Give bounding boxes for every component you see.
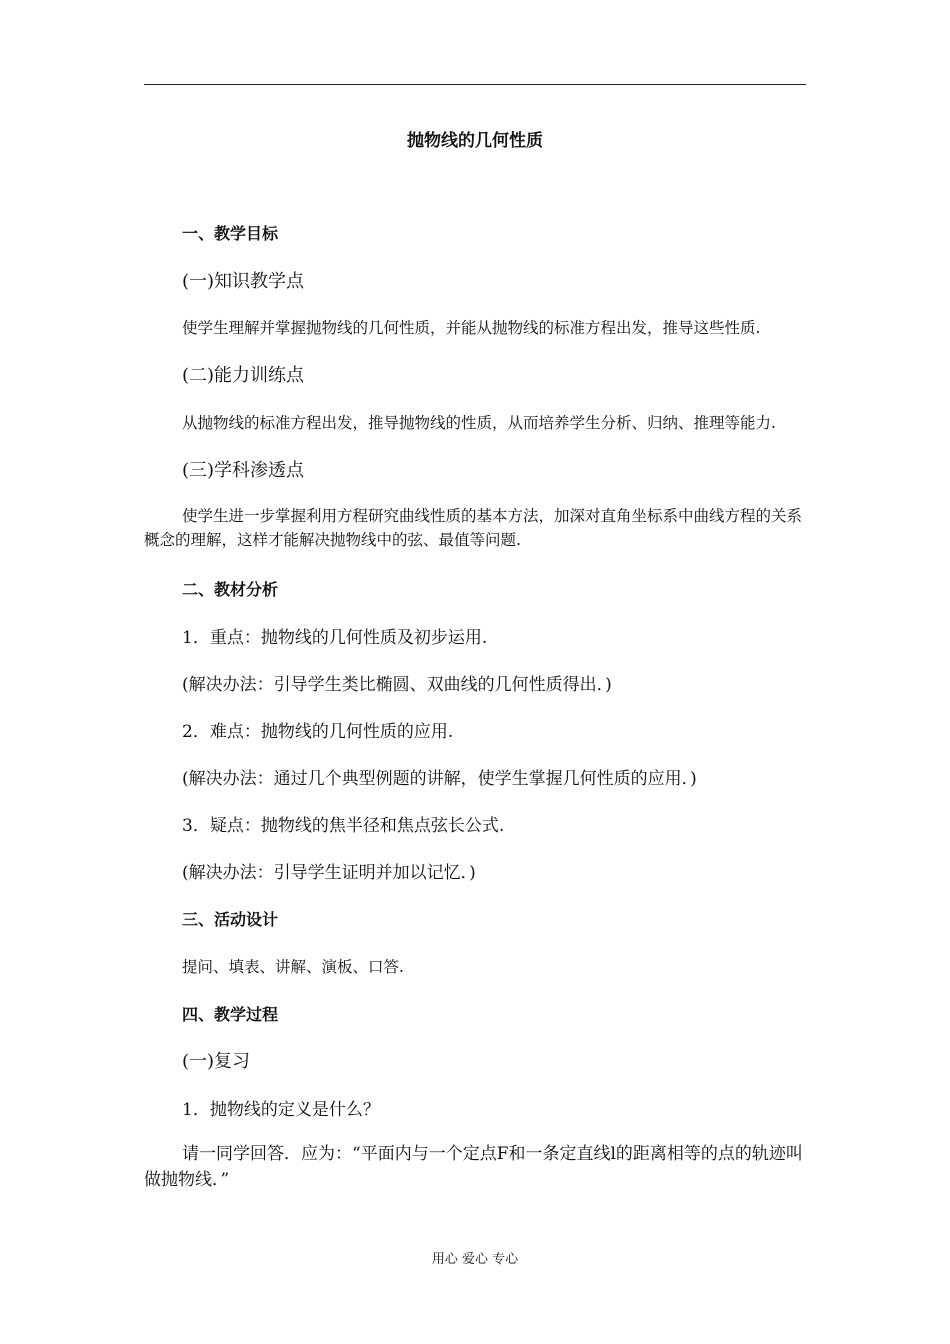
paragraph-review-answer: 请一同学回答．应为：“平面内与一个定点F和一条定直线l的距离相等的点的轨迹叫做抛物线．” bbox=[144, 1144, 803, 1190]
review-question: 1．抛物线的定义是什么？ bbox=[182, 1100, 380, 1120]
analysis-item-key-point: 1．重点：抛物线的几何性质及初步运用. bbox=[182, 628, 488, 648]
analysis-item-difficulty: 2．难点：抛物线的几何性质的应用. bbox=[182, 722, 454, 742]
section-heading-activities: 三、活动设计 bbox=[182, 910, 279, 929]
subheading-knowledge: (一)知识教学点 bbox=[182, 271, 305, 292]
paragraph-activities: 提问、填表、讲解、演板、口答. bbox=[182, 958, 404, 976]
section-heading-process: 四、教学过程 bbox=[182, 1005, 279, 1024]
section-heading-analysis: 二、教材分析 bbox=[182, 580, 279, 599]
subheading-review: (一)复习 bbox=[182, 1051, 251, 1072]
subheading-discipline: (三)学科渗透点 bbox=[182, 460, 305, 481]
subheading-ability: (二)能力训练点 bbox=[182, 365, 305, 386]
page-footer: 用心 爱心 专心 bbox=[431, 1252, 519, 1267]
analysis-item-doubt: 3．疑点：抛物线的焦半径和焦点弦长公式. bbox=[182, 816, 505, 836]
paragraph-knowledge: 使学生理解并掌握抛物线的几何性质，并能从抛物线的标准方程出发，推导这些性质. bbox=[182, 319, 761, 337]
page-title: 抛物线的几何性质 bbox=[407, 131, 543, 151]
paragraph-discipline: 使学生进一步掌握利用方程研究曲线性质的基本方法，加深对直角坐标系中曲线方程的关系概念的理解，这样才能解决抛物线中的弦、最值等问题. bbox=[144, 507, 803, 549]
analysis-note-key-point: (解决办法：引导学生类比椭圆、双曲线的几何性质得出．) bbox=[182, 675, 612, 695]
paragraph-ability: 从抛物线的标准方程出发，推导抛物线的性质，从而培养学生分析、归纳、推理等能力. bbox=[182, 414, 776, 432]
section-heading-goals: 一、教学目标 bbox=[182, 224, 279, 243]
analysis-note-difficulty: (解决办法：通过几个典型例题的讲解，使学生掌握几何性质的应用．) bbox=[182, 769, 697, 789]
analysis-note-doubt: (解决办法：引导学生证明并加以记忆．) bbox=[182, 863, 476, 883]
header-rule bbox=[144, 84, 806, 85]
